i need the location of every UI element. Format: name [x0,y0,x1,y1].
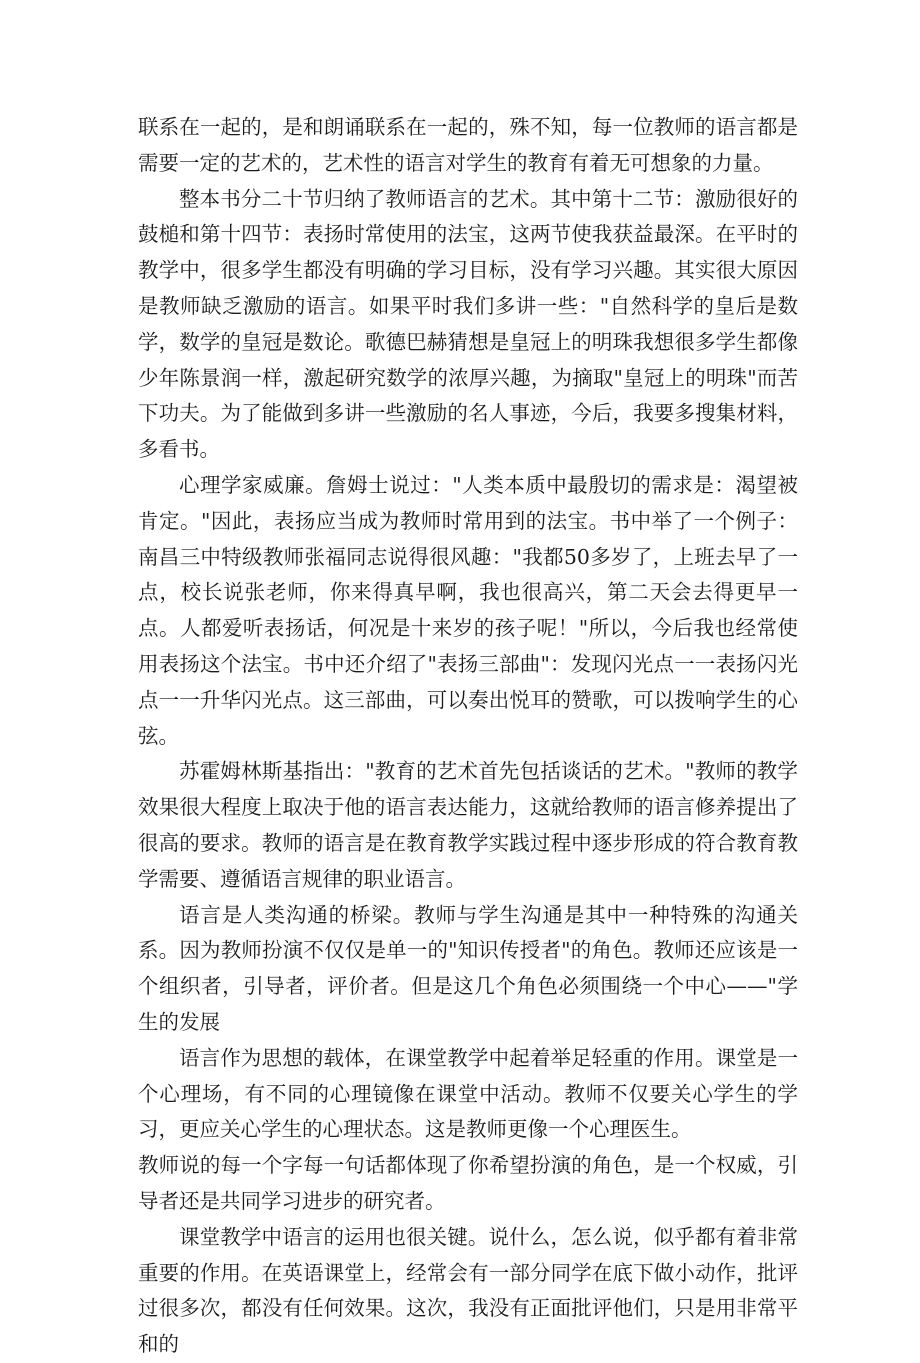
paragraph-2: 整本书分二十节归纳了教师语言的艺术。其中第十二节：激励很好的鼓槌和第十四节：表扬时常使用的法宝，这两节使我获益最深。在平时的教学中，很多学生都没有明确的学习目标，没有学习兴趣。其实很大原因是教师缺乏激励的语言。如果平时我们多讲一些："自然科学的皇后是数学，数学的皇冠是数论。歌德巴赫猜想是皇冠上的明珠我想很多学生都像少年陈景润一样，激起研究数学的浓厚兴趣，为摘取"皇冠上的明珠"而苦下功夫。为了能做到多讲一些激励的名人事迹，今后，我要多搜集材料，多看书。 [138,186,798,462]
document-body [138,110,798,1363]
paragraph-8: 课堂教学中语言的运用也很关键。说什么，怎么说，似乎都有着非常重要的作用。在英语课堂上，经常会有一部分同学在底下做小动作，批评过很多次，都没有任何效果。这次，我没有正面批评他们，只是用非常平和的 [138,1224,798,1357]
paragraph-6: 语言作为思想的载体，在课堂教学中起着举足轻重的作用。课堂是一个心理场，有不同的心理镜像在课堂中活动。教师不仅要关心学生的学习，更应关心学生的心理状态。这是教师更像一个心理医生。 [138,1045,798,1142]
paragraph-7: 教师说的每一个字每一句话都体现了你希望扮演的角色，是一个权威，引导者还是共同学习进步的研究者。 [138,1153,798,1213]
paragraph-1: 联系在一起的，是和朗诵联系在一起的，殊不知，每一位教师的语言都是需要一定的艺术的，艺术性的语言对学生的教育有着无可想象的力量。 [138,115,798,175]
paragraph-4: 苏霍姆林斯基指出："教育的艺术首先包括谈话的艺术。"教师的教学效果很大程度上取决于他的语言表达能力，这就给教师的语言修养提出了很高的要求。教师的语言是在教育教学实践过程中逐步形成的符合教育教学需要、遵循语言规律的职业语言。 [138,759,798,891]
paragraph-5: 语言是人类沟通的桥梁。教师与学生沟通是其中一种特殊的沟通关系。因为教师扮演不仅仅是单一的"知识传授者"的角色。教师还应该是一个组织者，引导者，评价者。但是这几个角色必须围绕一个中心——"学生的发展 [138,902,798,1034]
paragraph-3: 心理学家威廉。詹姆士说过："人类本质中最殷切的需求是：渴望被肯定。"因此，表扬应当成为教师时常用到的法宝。书中举了一个例子：南昌三中特级教师张福同志说得很风趣："我都50多岁了，上班去早了一点，校长说张老师，你来得真早啊，我也很高兴，第二天会去得更早一点。人都爱听表扬话，何况是十来岁的孩子呢！"所以，今后我也经常使用表扬这个法宝。书中还介绍了"表扬三部曲"：发现闪光点一一表扬闪光点一一升华闪光点。这三部曲，可以奏出悦耳的赞歌，可以拨响学生的心弦。 [138,472,798,748]
